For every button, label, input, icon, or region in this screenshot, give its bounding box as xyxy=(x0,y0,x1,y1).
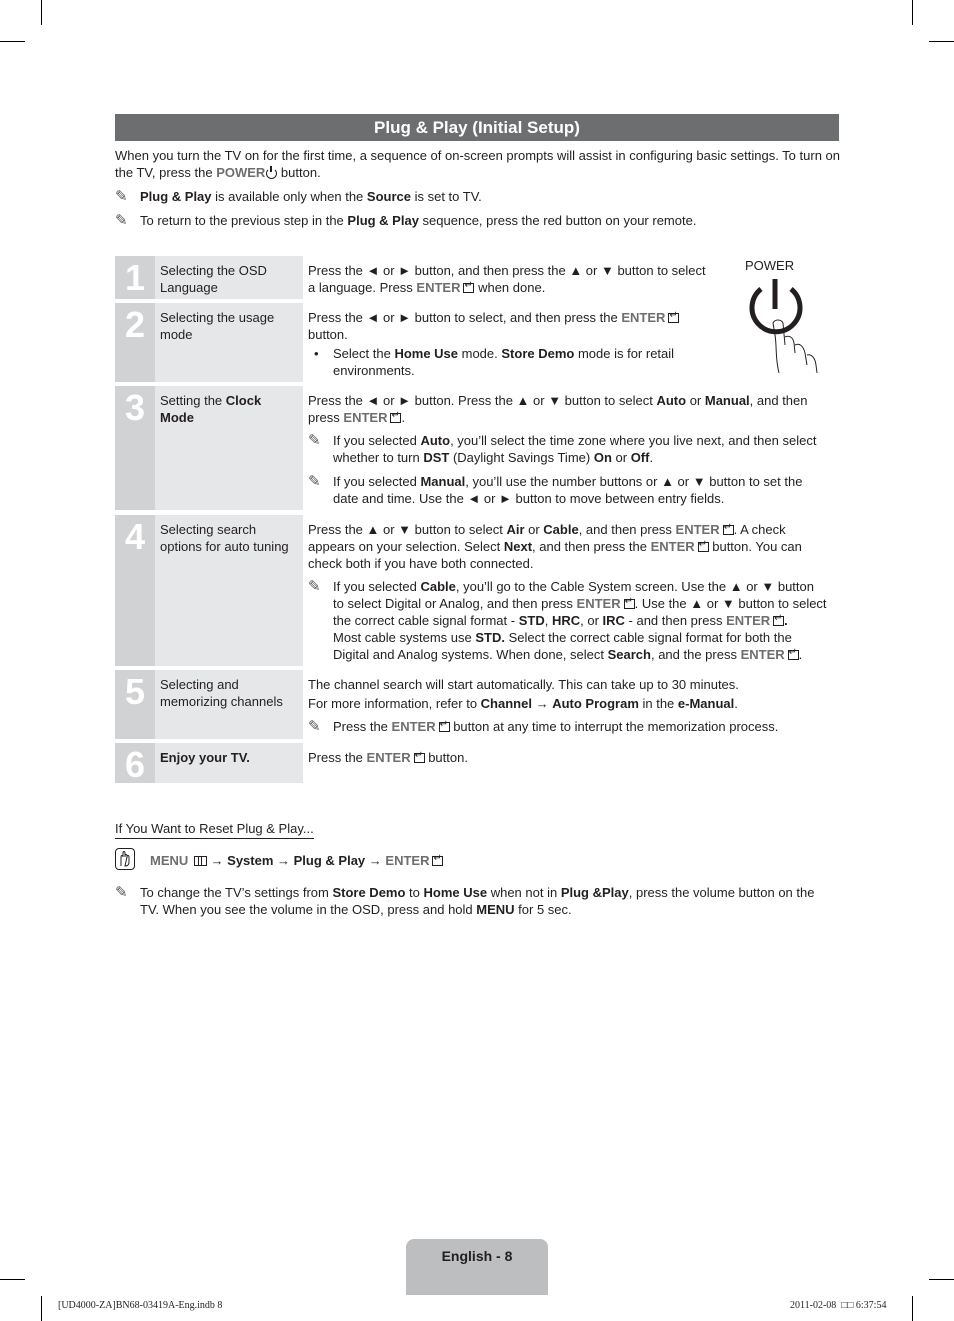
step-label: Enjoy your TV. xyxy=(155,743,303,783)
enter-icon xyxy=(390,413,401,423)
crop-mark xyxy=(41,1296,42,1321)
step-label: Selecting the OSD Language xyxy=(155,256,303,299)
note: ✎ If you selected Cable, you’ll go to the Cable System screen. Use the ▲ or ▼ button to select Digital or Analog, and then press ENTER↵ . Use the ▲ or ▼ button to select the correct cable signal format - STD, HRC, or IRC - and then press ENTER↵ . Most cable systems use STD. Select the correct cable signal format for both the Digital and Analog systems. When done, select Search, and the press ENTER↵ . xyxy=(308,578,838,664)
note: ✎ Press the ENTER↵ button at any time to interrupt the memorization process. xyxy=(308,718,838,736)
step-description: Press the ENTER↵ button. xyxy=(308,749,468,766)
step-number: 6 xyxy=(115,743,155,783)
enter-icon xyxy=(668,313,679,323)
step-number: 4 xyxy=(115,515,155,666)
pencil-icon: ✎ xyxy=(308,578,321,595)
menu-path: MENU → System → Plug & Play → ENTER↵ xyxy=(150,853,443,868)
step-label: Setting the Clock Mode xyxy=(155,386,303,510)
step-row-3 xyxy=(115,386,839,510)
step-number: 1 xyxy=(115,256,155,299)
print-date: 2011-02-08 □□ 6:37:54 xyxy=(790,1300,887,1311)
crop-mark xyxy=(0,1279,25,1280)
enter-icon xyxy=(773,616,784,626)
note: ✎ If you selected Auto, you’ll select the time zone where you live next, and then select whether to turn DST (Daylight Savings Time) On or Off. xyxy=(308,432,817,465)
step-row-2 xyxy=(115,303,839,382)
crop-mark xyxy=(41,0,42,25)
enter-icon xyxy=(432,856,443,866)
crop-mark xyxy=(912,1296,913,1321)
crop-mark xyxy=(929,41,954,42)
menu-grid-icon xyxy=(194,856,207,866)
page-number-tab: English - 8 xyxy=(406,1239,548,1295)
step-row-1 xyxy=(115,256,839,299)
pencil-icon: ✎ xyxy=(308,718,321,735)
pencil-icon: ✎ xyxy=(308,432,321,449)
enter-icon xyxy=(698,542,709,552)
step-number: 2 xyxy=(115,303,155,382)
pencil-icon: ✎ xyxy=(115,212,128,229)
intro-paragraph: When you turn the TV on for the first time, a sequence of on-screen prompts will assist in configuring basic settings. To turn on the TV, press the POWER button. xyxy=(115,148,840,180)
crop-mark xyxy=(912,0,913,25)
step-description: Press the ◄ or ► button to select, and then press the ENTER↵ button. • Select the Home Use mode. Store Demo mode is for retail environments. xyxy=(308,309,679,379)
enter-icon xyxy=(463,283,474,293)
step-number: 5 xyxy=(115,670,155,739)
step-label: Selecting search options for auto tuning xyxy=(155,515,303,666)
step-description: Press the ◄ or ► button. Press the ▲ or ▼ button to select Auto or Manual, and then press ENTER↵ . xyxy=(308,392,838,426)
enter-icon xyxy=(414,753,425,763)
step-number: 3 xyxy=(115,386,155,510)
enter-icon xyxy=(723,525,734,535)
pencil-icon: ✎ xyxy=(308,473,321,490)
step-label: Selecting and memorizing channels xyxy=(155,670,303,739)
note: ✎ To change the TV’s settings from Store Demo to Home Use when not in Plug &Play, press the volume button on the TV. When you see the volume in the OSD, press and hold MENU for 5 sec. xyxy=(115,884,815,917)
step-description: Press the ▲ or ▼ button to select Air or Cable, and then press ENTER↵ . A check appears on your selection. Select Next, and then press the ENTER↵ button. You can check both if you have both connected. xyxy=(308,521,838,572)
step-row-5 xyxy=(115,670,839,739)
step-description: Press the ◄ or ► button, and then press the ▲ or ▼ button to select a language. Press ENTER↵ when done. xyxy=(308,262,706,296)
step-description: The channel search will start automatically. This can take up to 30 minutes. For more information, refer to Channel → Auto Program in the e-Manual. xyxy=(308,677,739,711)
step-label: Selecting the usage mode xyxy=(155,303,303,382)
remote-menu-icon xyxy=(115,848,135,870)
crop-mark xyxy=(0,41,25,42)
file-name: [UD4000-ZA]BN68-03419A-Eng.indb 8 xyxy=(58,1300,223,1311)
crop-mark xyxy=(929,1279,954,1280)
page-title: Plug & Play (Initial Setup) xyxy=(115,114,839,141)
pencil-icon: ✎ xyxy=(115,884,128,901)
step-row-6 xyxy=(115,743,839,783)
note: ✎ Plug & Play is available only when the Source is set to TV. xyxy=(115,188,482,205)
enter-icon xyxy=(788,650,799,660)
enter-icon xyxy=(624,599,635,609)
power-icon xyxy=(266,168,277,179)
reset-heading: If You Want to Reset Plug & Play... xyxy=(115,821,314,839)
note: ✎ To return to the previous step in the Plug & Play sequence, press the red button on your remote. xyxy=(115,212,697,229)
enter-icon xyxy=(439,722,450,732)
pencil-icon: ✎ xyxy=(115,188,128,205)
note: ✎ If you selected Manual, you’ll use the number buttons or ▲ or ▼ button to set the date and time. Use the ◄ or ► button to move between entry fields. xyxy=(308,473,803,506)
bullet-item: • Select the Home Use mode. Store Demo mode is for retail environments. xyxy=(314,346,675,378)
step-row-4 xyxy=(115,515,839,666)
power-label: POWER xyxy=(745,258,795,273)
